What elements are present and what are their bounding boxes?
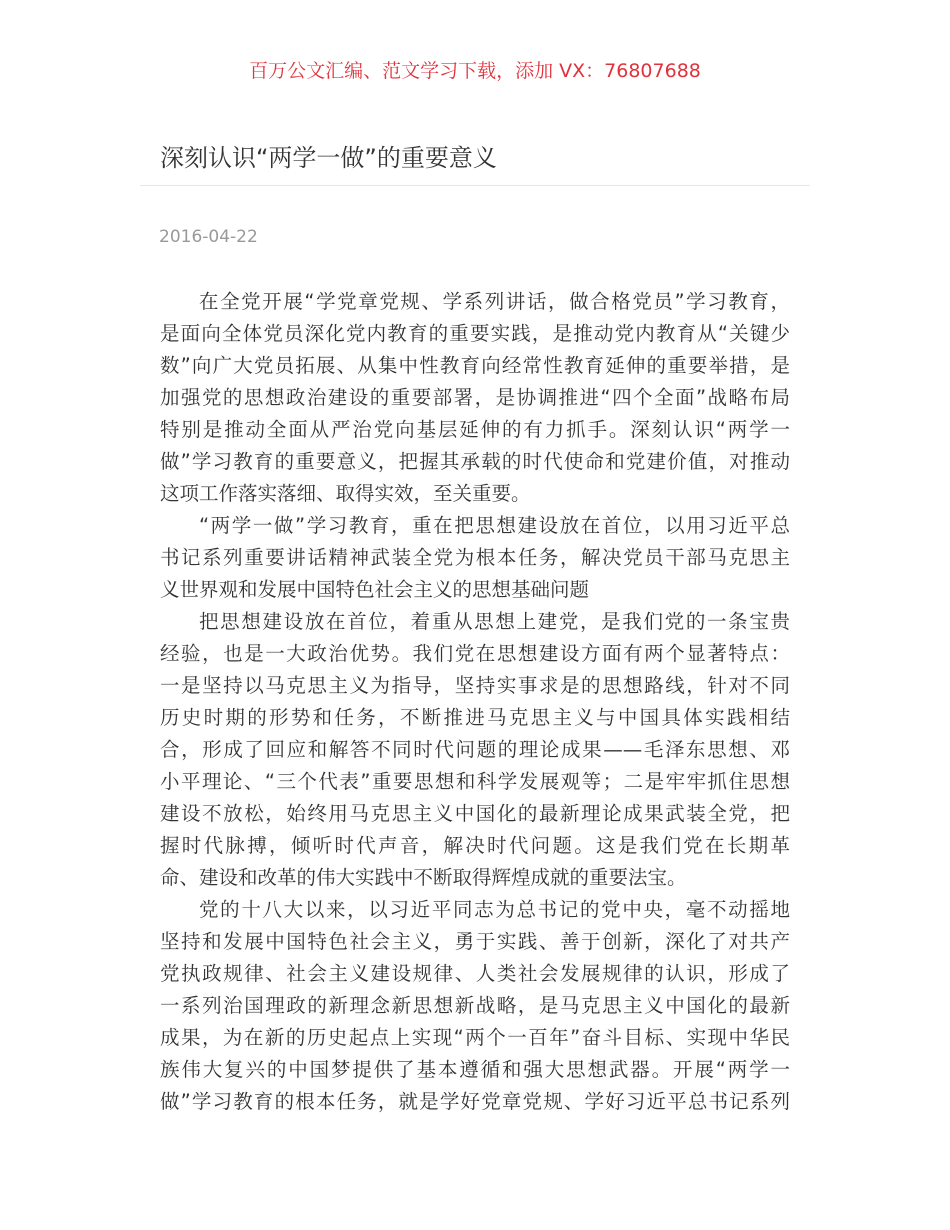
paragraph-line: 数”向广大党员拓展、从集中性教育向经常性教育延伸的重要举措，是 bbox=[160, 354, 790, 377]
paragraph-line: 坚持和发展中国特色社会主义，勇于实践、善于创新，深化了对共产 bbox=[160, 930, 790, 953]
article-title: 深刻认识“两学一做”的重要意义 bbox=[160, 144, 497, 172]
paragraph-line: 这项工作落实落细、取得实效，至关重要。 bbox=[160, 482, 531, 505]
title-divider bbox=[140, 185, 810, 186]
promo-banner: 百万公文汇编、范文学习下载，添加 VX：76807688 bbox=[249, 60, 701, 82]
paragraph bbox=[160, 606, 790, 894]
paragraph bbox=[160, 286, 790, 510]
paragraph-line: 成果，为在新的历史起点上实现“两个一百年”奋斗目标、实现中华民 bbox=[160, 1026, 790, 1049]
paragraph-line: 合，形成了回应和解答不同时代问题的理论成果——毛泽东思想、邓 bbox=[160, 738, 790, 761]
paragraph bbox=[160, 894, 790, 1118]
paragraph-line: 党的十八大以来，以习近平同志为总书记的党中央，毫不动摇地 bbox=[199, 898, 790, 921]
paragraph-line: 命、建设和改革的伟大实践中不断取得辉煌成就的重要法宝。 bbox=[160, 866, 687, 889]
paragraph bbox=[160, 510, 790, 606]
paragraph-line: 握时代脉搏，倾听时代声音，解决时代问题。这是我们党在长期革 bbox=[160, 834, 790, 857]
paragraph-line: 是面向全体党员深化党内教育的重要实践，是推动党内教育从“关键少 bbox=[160, 322, 790, 345]
paragraph-line: 做”学习教育的根本任务，就是学好党章党规、学好习近平总书记系列 bbox=[160, 1090, 790, 1113]
paragraph-line: 党执政规律、社会主义建设规律、人类社会发展规律的认识，形成了 bbox=[160, 962, 790, 985]
paragraph-line: “两学一做”学习教育，重在把思想建设放在首位，以用习近平总 bbox=[199, 514, 790, 537]
paragraph-line: 义世界观和发展中国特色社会主义的思想基础问题 bbox=[160, 578, 590, 601]
paragraph-line: 做”学习教育的重要意义，把握其承载的时代使命和党建价值，对推动 bbox=[160, 450, 790, 473]
paragraph-line: 一系列治国理政的新理念新思想新战略，是马克思主义中国化的最新 bbox=[160, 994, 790, 1017]
paragraph-line: 书记系列重要讲话精神武装全党为根本任务，解决党员干部马克思主 bbox=[160, 546, 790, 569]
paragraph-line: 经验，也是一大政治优势。我们党在思想建设方面有两个显著特点： bbox=[160, 642, 790, 665]
paragraph-line: 历史时期的形势和任务，不断推进马克思主义与中国具体实践相结 bbox=[160, 706, 790, 729]
paragraph-line: 加强党的思想政治建设的重要部署，是协调推进“四个全面”战略布局 bbox=[160, 386, 790, 409]
article-body bbox=[160, 286, 790, 1118]
paragraph-line: 一是坚持以马克思主义为指导，坚持实事求是的思想路线，针对不同 bbox=[160, 674, 790, 697]
paragraph-line: 在全党开展“学党章党规、学系列讲话，做合格党员”学习教育， bbox=[199, 290, 790, 313]
paragraph-line: 特别是推动全面从严治党向基层延伸的有力抓手。深刻认识“两学一 bbox=[160, 418, 790, 441]
paragraph-line: 族伟大复兴的中国梦提供了基本遵循和强大思想武器。开展“两学一 bbox=[160, 1058, 790, 1081]
paragraph-line: 小平理论、“三个代表”重要思想和科学发展观等；二是牢牢抓住思想 bbox=[160, 770, 790, 793]
article-date: 2016-04-22 bbox=[159, 227, 258, 247]
paragraph-line: 把思想建设放在首位，着重从思想上建党，是我们党的一条宝贵 bbox=[199, 610, 790, 633]
paragraph-line: 建设不放松，始终用马克思主义中国化的最新理论成果武装全党，把 bbox=[160, 802, 790, 825]
